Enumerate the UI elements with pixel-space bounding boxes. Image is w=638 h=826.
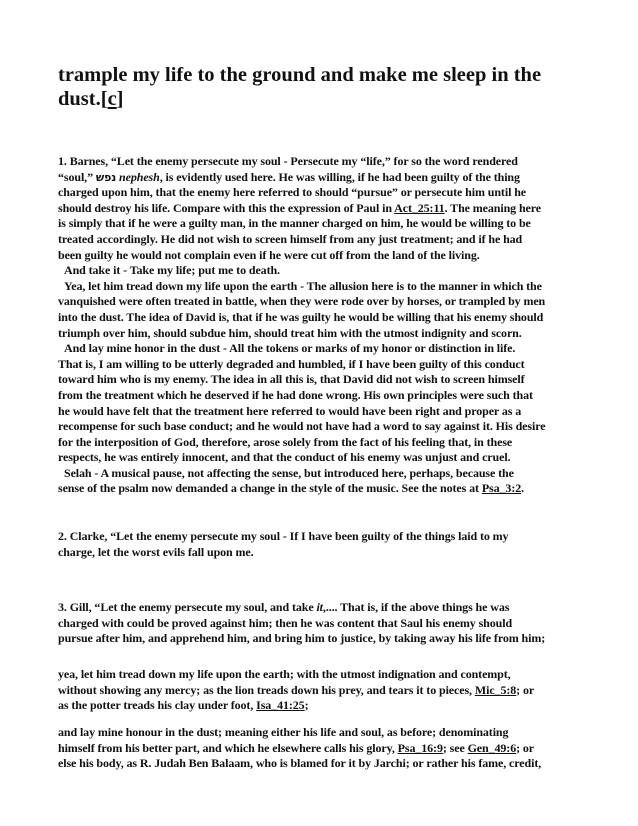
text-line: yea, let him tread down my life upon the earth; with the utmost indignation and contempt, bbox=[58, 667, 511, 681]
text-line: recompense for such base conduct; and he would not have had a word to say against it. His desire bbox=[58, 419, 546, 434]
text-line: from the treatment which he deserved if he had done wrong. His own principles were such that bbox=[58, 387, 533, 402]
barnes-commentary bbox=[58, 154, 580, 497]
scripture-link-mic-5-8[interactable]: Mic_5:8 bbox=[474, 682, 517, 697]
text-line: charged upon him, that the enemy here referred to should “pursue” or persecute him until he bbox=[58, 185, 527, 200]
scripture-link-act-25-11[interactable]: Act_25:11 bbox=[394, 200, 445, 215]
text-line: charge, let the worst evils fall upon me. bbox=[58, 544, 254, 559]
text-line bbox=[58, 741, 580, 757]
hebrew-word: נפש bbox=[95, 170, 117, 184]
text-line bbox=[58, 600, 580, 616]
text-line: Selah - A musical pause, not affecting the sense, but introduced here, perhaps, because the bbox=[64, 465, 514, 480]
scripture-link-psa-3-2[interactable]: Psa_3:2 bbox=[481, 481, 522, 496]
text-line: for the interposition of God, therefore, arose solely from the fact of his feeling that, in these bbox=[58, 434, 513, 449]
text-line: else his body, as R. Judah Ben Balaam, who is blamed for it by Jarchi; or rather his fame, credit, bbox=[58, 756, 542, 771]
text-span: ; or bbox=[516, 682, 535, 697]
text-span: without showing any mercy; as the lion treads down his prey, and tears it to pieces, bbox=[58, 682, 475, 697]
text-line: is simply that if he were a guilty man, in the manner charged on him, he would be willing to be bbox=[58, 216, 531, 231]
text-span: ,.... That is, if the above things he was bbox=[322, 600, 510, 614]
text-line: treated accordingly. He did not wish to screen himself from any just treatment; and if he had bbox=[58, 231, 523, 246]
text-line bbox=[58, 170, 580, 186]
text-line: charged with could be proved against him; then he was content that Saul his enemy should bbox=[58, 615, 513, 630]
text-line: Yea, let him tread down my life upon the earth - The allusion here is to the manner in which the bbox=[64, 278, 542, 293]
text-line bbox=[58, 683, 580, 699]
text-span: ; or bbox=[516, 740, 535, 755]
scripture-link-psa-16-9[interactable]: Psa_16:9 bbox=[397, 740, 443, 755]
gill-paragraph-2 bbox=[58, 667, 580, 714]
text-span: “soul,” bbox=[58, 169, 96, 184]
text-line: triumph over him, should subdue him, should treat him with the utmost indignity and scorn. bbox=[58, 325, 522, 340]
text-line: And take it - Take my life; put me to death. bbox=[64, 263, 280, 278]
text-line: That is, I am willing to be utterly degraded and humbled, if I have been guilty of this conduct bbox=[58, 356, 525, 371]
text-span: should destroy his life. Compare with this the expression of Paul in bbox=[58, 200, 395, 215]
footnote-link-c[interactable]: c bbox=[107, 88, 117, 110]
text-line: into the dust. The idea of David is, that if he was guilty he would be willing that his enemy should bbox=[58, 309, 544, 324]
text-span: ; see bbox=[442, 740, 468, 755]
heading-text: dust.[ bbox=[58, 88, 108, 110]
text-line bbox=[58, 481, 580, 497]
page-heading bbox=[58, 63, 580, 111]
italic-word: it bbox=[316, 600, 323, 614]
heading-line-2 bbox=[58, 87, 580, 111]
italic-word: nephesh bbox=[116, 169, 160, 184]
clarke-commentary bbox=[58, 529, 580, 560]
gill-commentary bbox=[58, 600, 580, 647]
text-span: sense of the psalm now demanded a change in the style of the music. See the notes at bbox=[58, 481, 482, 496]
text-line: toward him who is my enemy. The idea in all this is, that David did not wish to screen himself bbox=[58, 372, 525, 387]
heading-text-end: ] bbox=[116, 88, 124, 110]
text-line: 2. Clarke, “Let the enemy persecute my soul - If I have been guilty of the things laid to my bbox=[58, 529, 509, 543]
text-span: . bbox=[521, 481, 525, 496]
text-span: himself from his better part, and which he elsewhere calls his glory, bbox=[58, 740, 398, 755]
text-line: And lay mine honor in the dust - All the tokens or marks of my honor or distinction in life. bbox=[64, 341, 516, 356]
scripture-link-gen-49-6[interactable]: Gen_49:6 bbox=[467, 740, 517, 755]
scripture-link-isa-41-25[interactable]: Isa_41:25 bbox=[256, 698, 305, 713]
text-line: and lay mine honour in the dust; meaning either his life and soul, as before; denominating bbox=[58, 725, 509, 739]
text-span: . The meaning here bbox=[444, 200, 542, 215]
text-line: 1. Barnes, “Let the enemy persecute my soul - Persecute my “life,” for so the word rendered bbox=[58, 154, 518, 168]
gill-paragraph-3 bbox=[58, 725, 580, 772]
heading-line-1: trample my life to the ground and make me sleep in the bbox=[58, 64, 542, 86]
text-line: he would have felt that the treatment here referred to would have been right and proper as a bbox=[58, 403, 522, 418]
text-span: as the potter treads his clay under foot, bbox=[58, 698, 257, 713]
text-span: ; bbox=[304, 698, 309, 713]
text-line: pursue after him, and apprehend him, and bring him to justice, by taking away his life from him; bbox=[58, 631, 546, 646]
text-line: vanquished were often treated in battle, when they were rode over by horses, or trampled by men bbox=[58, 294, 546, 309]
text-line bbox=[58, 698, 580, 714]
text-line bbox=[58, 201, 580, 217]
text-span: 3. Gill, “Let the enemy persecute my soul, and take bbox=[58, 600, 317, 614]
text-line: respects, he was entirely innocent, and that the conduct of his enemy was unjust and cruel. bbox=[58, 450, 511, 465]
text-span: , is evidently used here. He was willing, if he had been guilty of the thing bbox=[159, 169, 520, 184]
text-line: been guilty he would not complain even if he were cut off from the land of the living. bbox=[58, 247, 480, 262]
